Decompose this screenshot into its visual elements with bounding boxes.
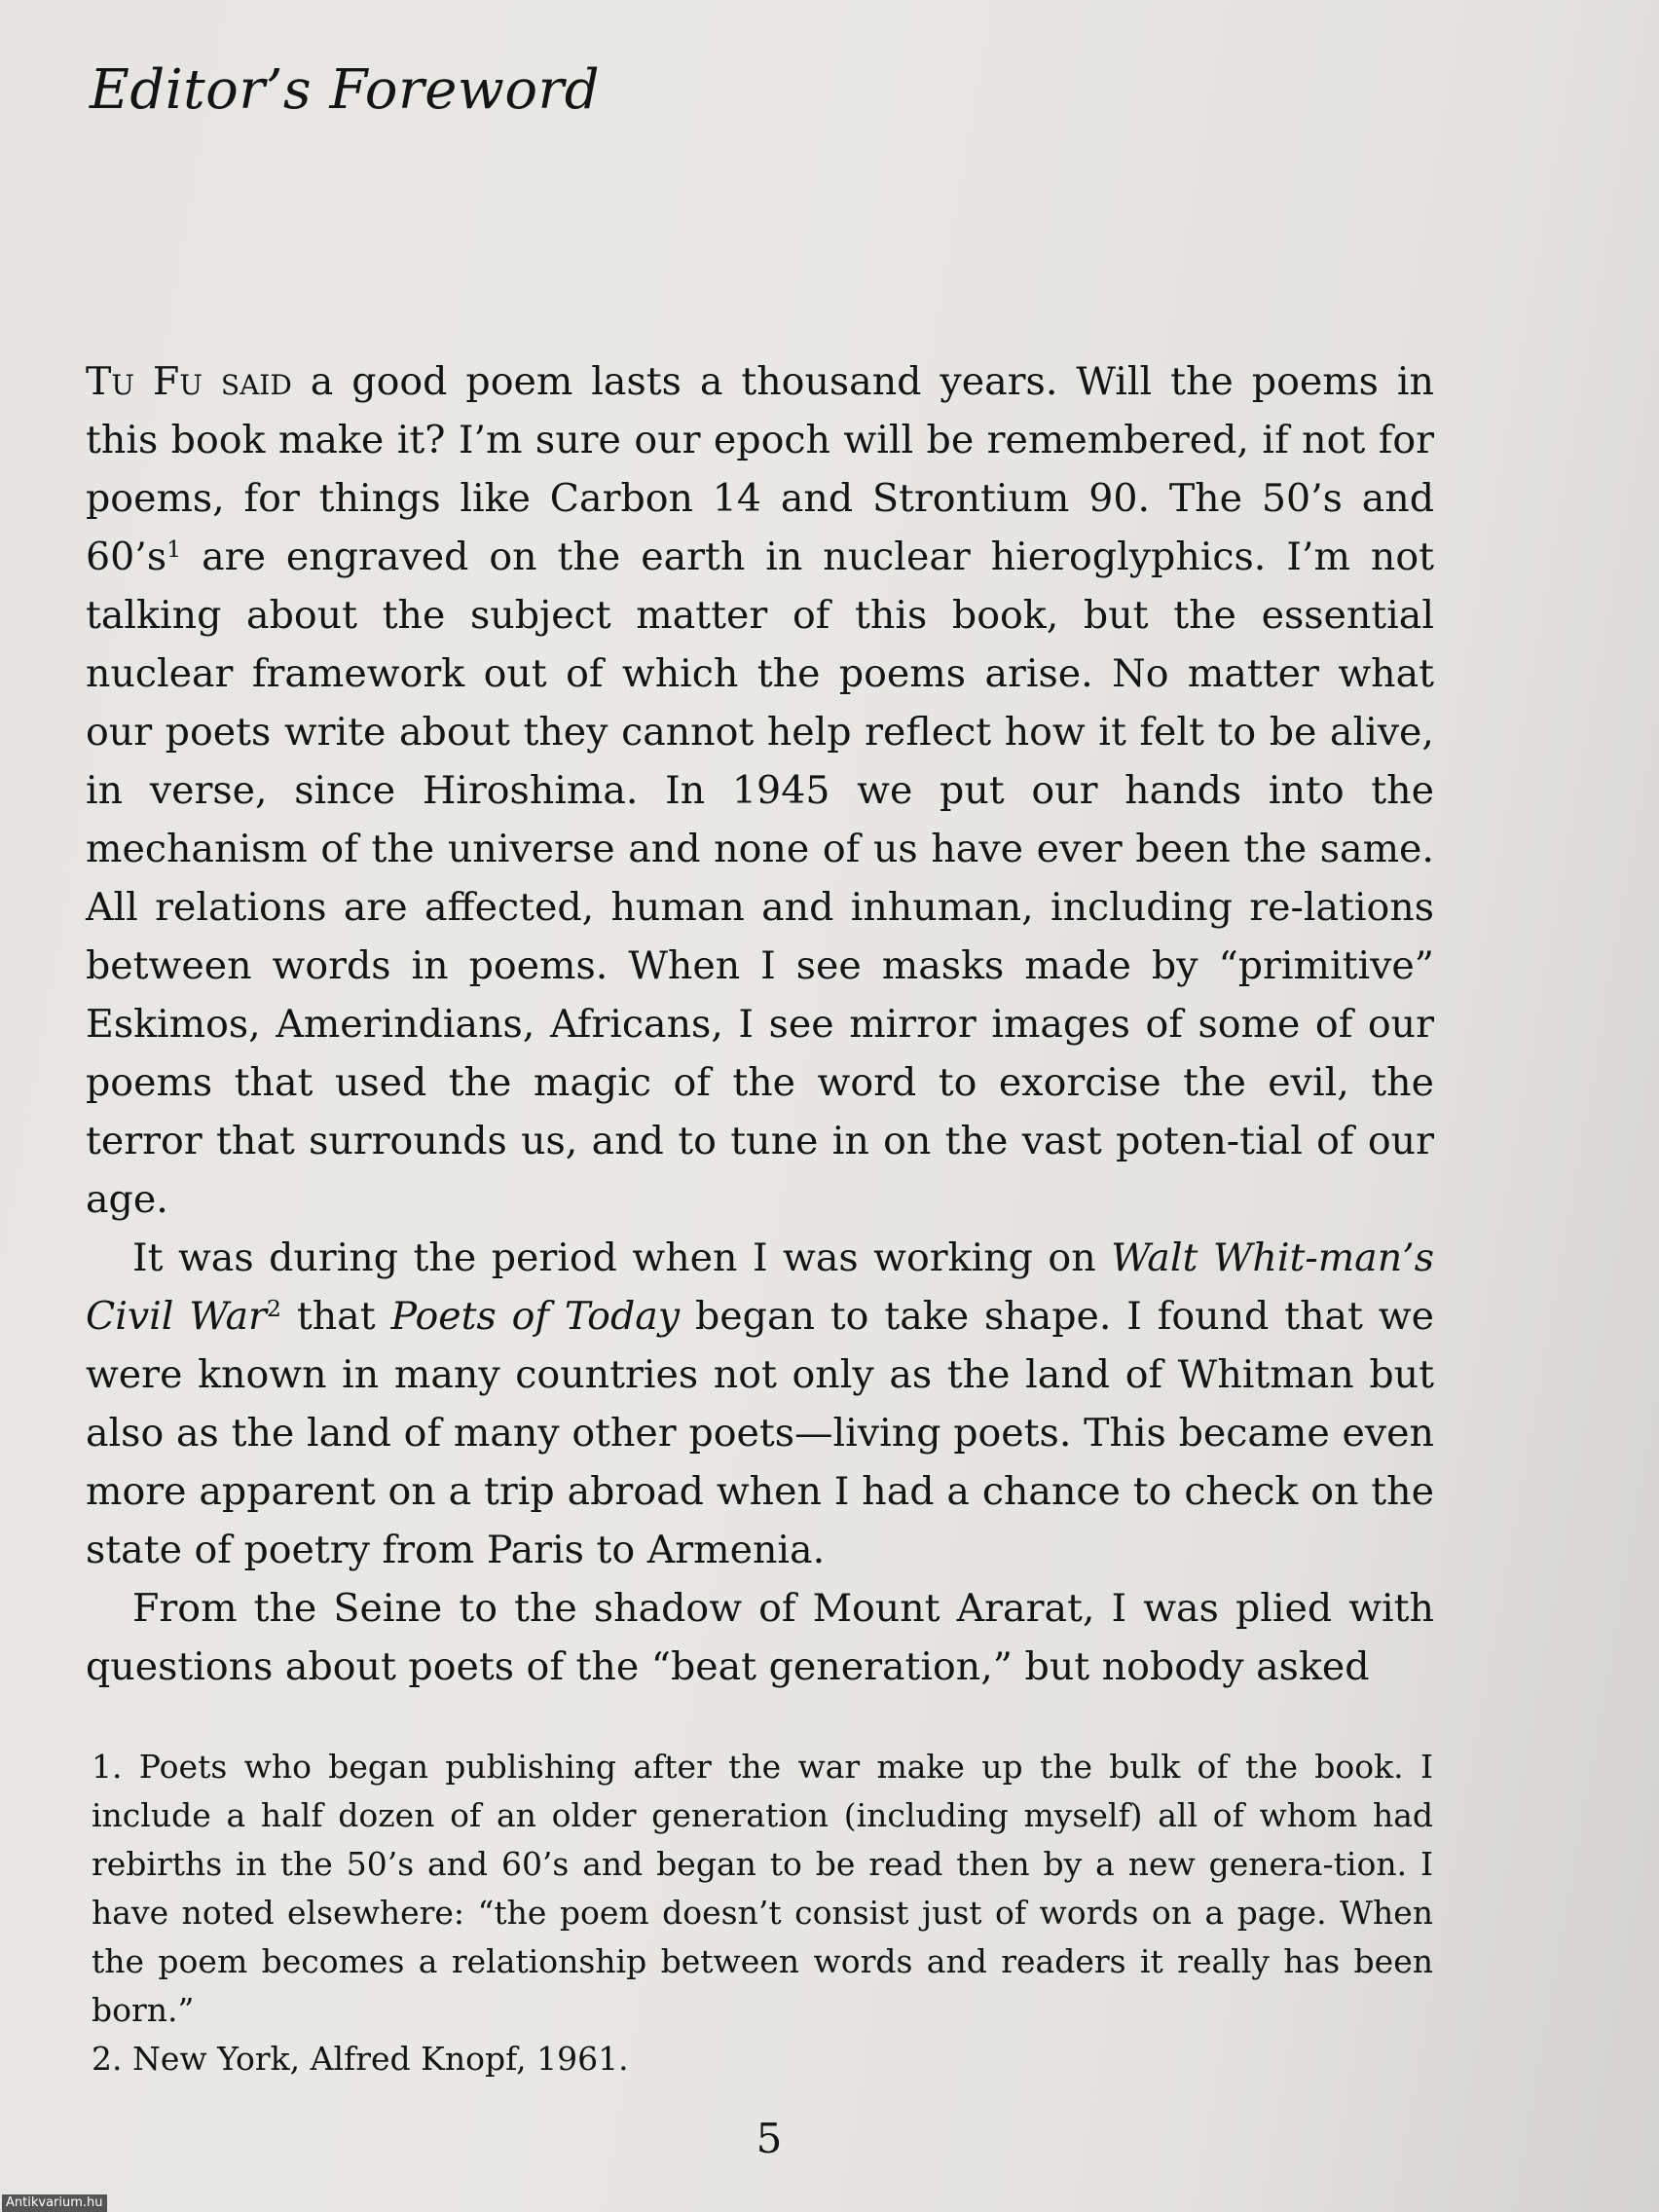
watermark: Antikvarium.hu bbox=[2, 2194, 107, 2212]
chapter-heading: Editor’s Foreword bbox=[90, 58, 601, 122]
paragraph-1-text-b: are engraved on the earth in nuclear hieroglyphics. I’m not talking about the subject matter of this book, but the essential nuclear framework out of which the poems arise. No matter what our poets write about they cannot help reflect how it felt to be alive, in verse, since Hiroshima. In 1945 we put our hands into the mechanism of the universe and none of us have ever been the same. All relations are affected, human and inhuman, including re-lations between words in poems. When I see masks made by “primitive” Eskimos, Amerindians, Africans, I see mirror images of some of our poems that used the magic of the word to exorcise the evil, the terror that surrounds us, and to tune in on the vast poten-tial of our age. bbox=[86, 535, 1434, 1222]
footnote-2: 2. New York, Alfred Knopf, 1961. bbox=[92, 2040, 629, 2078]
paragraph-2 bbox=[86, 1229, 1434, 1579]
paragraph-2-text-a: It was during the period when I was working on bbox=[132, 1235, 1112, 1280]
book-title-poets-of-today: Poets of Today bbox=[390, 1294, 681, 1339]
footnote-1: 1. Poets who began publishing after the war make up the bulk of the book. I include a half dozen of an older generation (including myself) all of whom had rebirths in the 50’s and 60’s and began to be read then by a new genera-tion. I have noted elsewhere: “the poem doesn’t consist just of words on a page. When the poem becomes a relationship between words and readers it really has been born.” bbox=[92, 1748, 1433, 2029]
paragraph-3: From the Seine to the shadow of Mount Ararat, I was plied with questions about poets of the “beat generation,” but nobody asked bbox=[86, 1586, 1434, 1689]
footnote-ref-1: 1 bbox=[166, 535, 182, 563]
footnotes bbox=[92, 1743, 1433, 2083]
book-title-walt-whitman: Walt Whit-man’s Civil War bbox=[86, 1235, 1434, 1339]
body-text bbox=[86, 352, 1434, 1696]
paragraph-1-text-a: a good poem lasts a thousand years. Will the poems in this book make it? I’m sure our epoch will be remembered, if not for poems, for things like Carbon 14 and Strontium 90. The 50’s and 60’s bbox=[86, 359, 1434, 579]
lead-small-caps: Tu Fu said bbox=[86, 359, 292, 404]
paragraph-2-text-c: began to take shape. I found that we were known in many countries not only as the land of Whitman but also as the land of many other poets—living poets. This became even more apparent on a trip abroad when I had a chance to check on the state of poetry from Paris to Armenia. bbox=[86, 1294, 1434, 1572]
paragraph-2-text-b: that bbox=[281, 1294, 391, 1339]
footnote-ref-2: 2 bbox=[266, 1294, 281, 1322]
paragraph-1 bbox=[86, 352, 1434, 1229]
page-number: 5 bbox=[756, 2115, 783, 2162]
